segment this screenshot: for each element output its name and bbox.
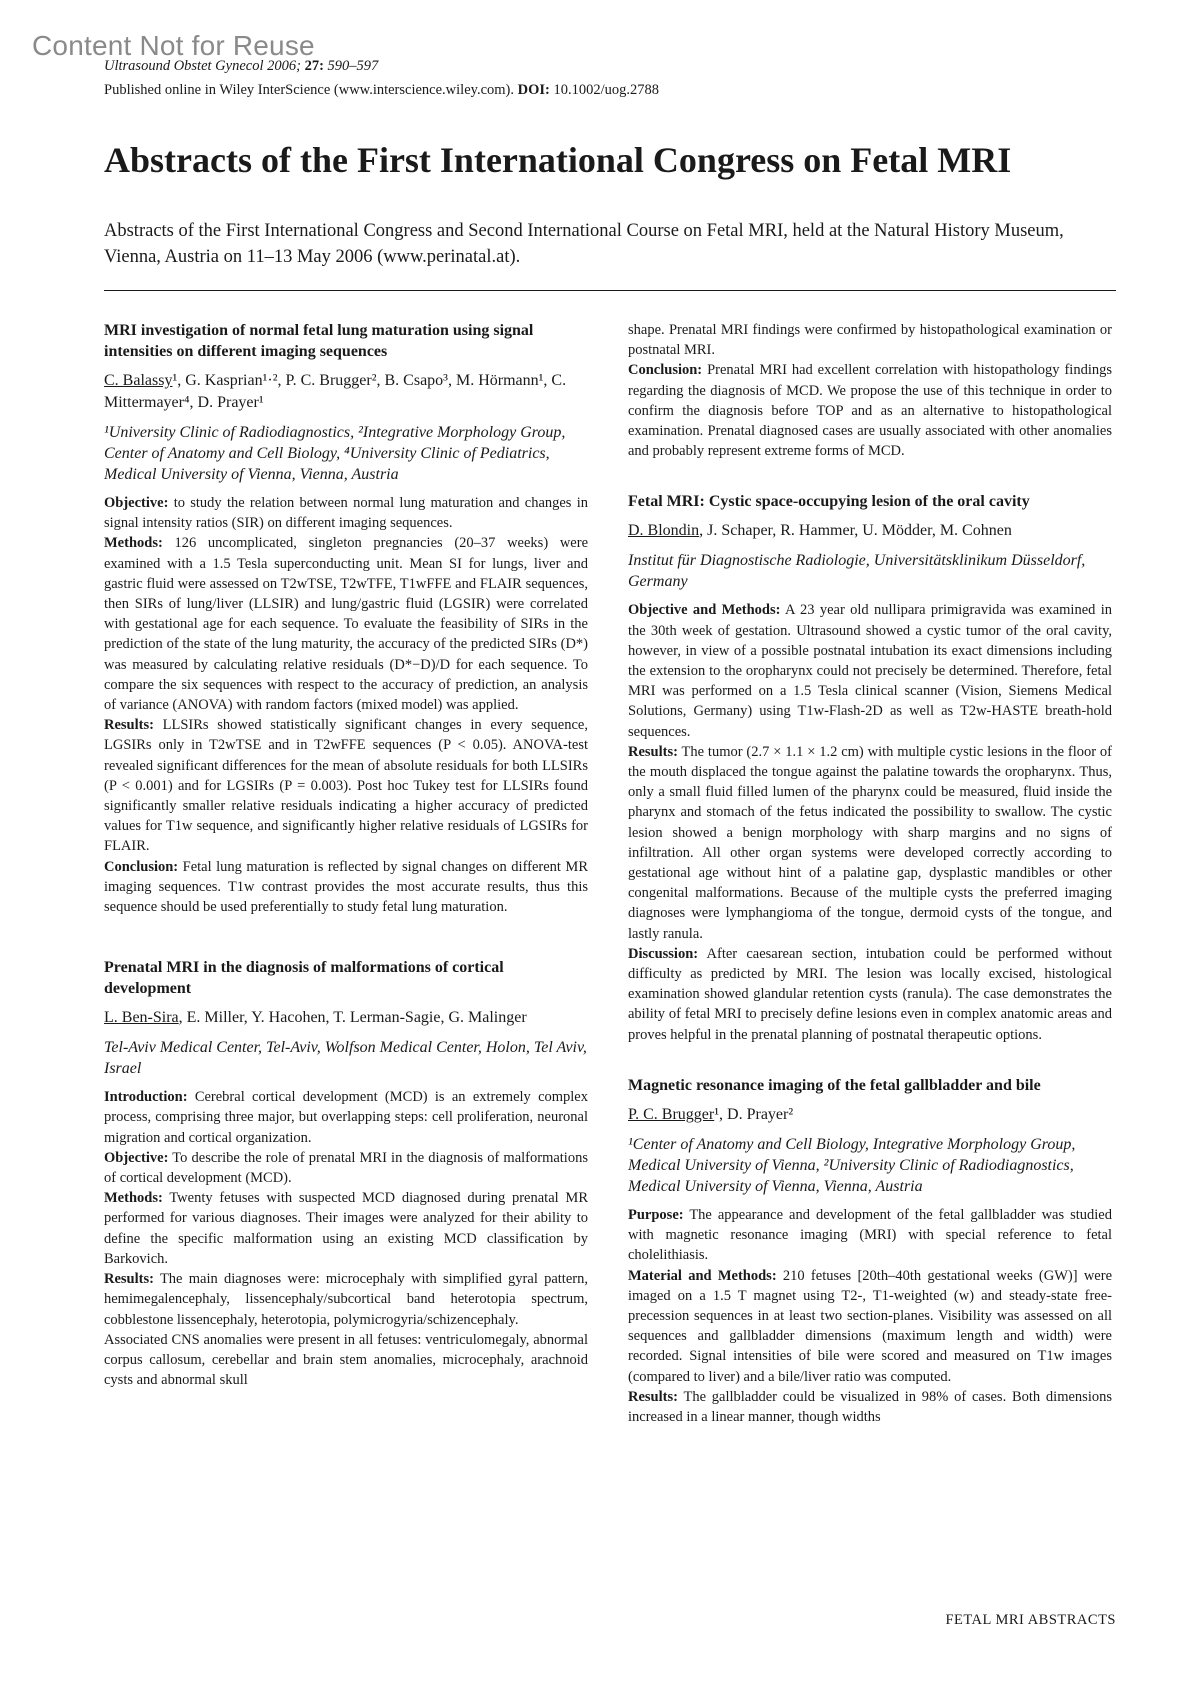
section-conclusion (628, 360, 1112, 461)
section-objective (104, 493, 588, 533)
presenting-author: P. C. Brugger (628, 1105, 715, 1123)
abstract-affiliation: ¹University Clinic of Radiodiagnostics, ²Integrative Morphology Group, Center of Anatomy and Cell Biology, ⁴University Clinic of Pediatrics, Medical University of Vienna, Vienna, Austria (104, 424, 566, 483)
section-text: The main diagnoses were: microcephaly with simplified gyral pattern, hemimegalencephaly, lissencephaly/subcortical band heterotopia spectrum, cobblestone lissencephaly, heterotopia, polymicrogyria/schizencephaly. (104, 1271, 588, 1328)
section-text: Prenatal MRI had excellent correlation with histopathology findings regarding the diagnosis of MCD. We propose the use of this technique in order to confirm the diagnosis before TOP and as an alternative to histopathological examination. Prenatal diagnosed cases are usually associated with other anomalies and probably represent extreme forms of MCD. (628, 362, 1113, 460)
abstract-gallbladder (628, 1075, 1112, 1427)
presenting-author: C. Balassy (104, 372, 173, 389)
publication-line (104, 80, 659, 100)
section-text: 210 fetuses [20th–40th gestational weeks (GW)] were imaged on a 1.5 T magnet using T2-, T1-weighted (w) and steady-state free-precession sequences in at least two section-planes. Visibility was assessed on all sequences and gallbladder dimensions (maximum length and width) were recorded. Signal intensities of bile were scored and measured on T1w images (compared to liver) and a bile/liver ratio was computed. (628, 1267, 1113, 1385)
section-label: Purpose: (628, 1206, 684, 1223)
presenting-author: L. Ben-Sira (104, 1009, 179, 1027)
abstract-affiliation: Institut für Diagnostische Radiologie, Universitätsklinikum Düsseldorf, Germany (628, 552, 1086, 591)
section-text: Associated CNS anomalies were present in all fetuses: ventriculomegaly, abnormal corpus callosum, cerebellar and brain stem anomalies, microcephaly, arachnoid cysts and abnormal skull (104, 1331, 588, 1389)
running-footer: FETAL MRI ABSTRACTS (945, 1612, 1116, 1628)
abstract-title: Magnetic resonance imaging of the fetal gallbladder and bile (628, 1076, 1041, 1094)
section-results (104, 715, 588, 856)
journal-year: 2006; (267, 58, 301, 74)
section-text: shape. Prenatal MRI findings were confirmed by histopathological examination or postnatal MRI. (628, 322, 1112, 359)
section-conclusion (104, 857, 588, 918)
section-label: Introduction: (104, 1089, 188, 1106)
abstract-cortical-development (104, 957, 588, 1390)
section-introduction (104, 1087, 588, 1148)
section-text: The tumor (2.7 × 1.1 × 1.2 cm) with multiple cystic lesions in the floor of the mouth displaced the tongue against the palatine towards the oropharynx. Thus, only a small fluid filled lumen of the pharynx could be measured, fluid inside the pharynx and stomach of the fetus indicated the possibility to swallow. The cystic lesion showed a benign morphology with sharp margins and no signs of infiltration. All other organ systems were developed correctly according to gestational age without hint of a palatine gap, dysplastic mandibles or other congenital malformations. Because of the multiple cysts the preferred imaging diagnoses were lymphangioma of the tongue, dermoid cysts of the tongue, and lastly ranula. (628, 743, 1112, 942)
abstract-lung-maturation (104, 320, 588, 917)
section-discussion (628, 944, 1112, 1045)
abstract-affiliation: Tel-Aviv Medical Center, Tel-Aviv, Wolfson Medical Center, Holon, Tel Aviv, Israel (104, 1039, 587, 1078)
abstract-oral-cavity-lesion (628, 491, 1112, 1044)
watermark: Content Not for Reuse (32, 30, 315, 61)
section-objective (104, 1148, 588, 1188)
section-methods (104, 533, 588, 715)
section-associated-anomalies (104, 1330, 588, 1391)
section-text: Fetal lung maturation is reflected by signal changes on different MR imaging sequences. T1w contrast provides the most accurate results, thus this sequence should be used preferentially to study fetal lung maturation. (104, 858, 588, 916)
section-text: Twenty fetuses with suspected MCD diagnosed during prenatal MR performed for various diagnoses. Their images were analyzed for their ability to define the specific malformation using an existing MCD classification by Barkovich. (104, 1190, 588, 1267)
header-divider (104, 290, 1116, 291)
section-results (628, 742, 1112, 944)
section-text: 126 uncomplicated, singleton pregnancies (20–37 weeks) were examined with a 1.5 Tesla superconducting unit. Mean SI for lungs, liver and gastric fluid were assessed on T2wTSE, T2wTFE, T1wFFE and FLAIR sequences, then SIRs of lung/liver (LLSIR) and lung/gastric fluid (LGSIR) were correlated with gestational age for each sequence. To evaluate the feasibility of SIRs in the prediction of the state of the lung maturity, the accuracy of the predicted SIRs (D*) was measured by calculating relative residuals (D*−D)/D for each sequence. To compare the six sequences with respect to the accuracy of prediction, an analysis of variance (ANOVA) with random factors (mixed model) was applied. (104, 535, 588, 714)
section-text: After caesarean section, intubation could be performed without difficulty as predicted by MRI. The lesion was locally excised, histological examination showed glandular retention cysts (ranula). The case demonstrates the ability of fetal MRI to precisely define lesions even in complex anatomic areas and proves helpful in the prenatal planning of postnatal therapeutic options. (628, 945, 1112, 1043)
doi-value: 10.1002/uog.2788 (553, 82, 660, 98)
section-text: The gallbladder could be visualized in 98% of cases. Both dimensions increased in a linear manner, though widths (628, 1388, 1112, 1425)
continuation-text (628, 320, 1112, 360)
abstract-spacer (104, 917, 588, 957)
section-material-methods (628, 1266, 1112, 1387)
journal-pages: 590–597 (327, 58, 379, 74)
section-text: LLSIRs showed statistically significant changes in every sequence, LGSIRs only in T2wTSE and in T2wFFE sequences (P < 0.05). ANOVA-test revealed significant differences for the mean of absolute residuals for both LLSIRs (P < 0.001) and for LGSIRs (P = 0.003). Post hoc Tukey test for LLSIRs found significantly smaller relative residuals indicating a higher accuracy of predicted values for T1w sequence, and significantly higher relative residuals of LGSIRs for FLAIR. (104, 717, 588, 855)
section-label: Results: (104, 1271, 154, 1288)
presenting-author: D. Blondin (628, 522, 700, 540)
section-label: Material and Methods: (628, 1267, 777, 1284)
section-label: Results: (628, 743, 678, 760)
section-label: Objective: (104, 1149, 169, 1166)
section-label: Methods: (104, 535, 163, 552)
section-label: Objective and Methods: (628, 602, 781, 619)
right-column (628, 320, 1112, 1427)
section-text: The appearance and development of the fetal gallbladder was studied with magnetic resonance imaging (MRI) with special reference to fetal cholelithiasis. (628, 1206, 1112, 1264)
section-label: Discussion: (628, 945, 699, 962)
journal-volume: 27: (304, 58, 324, 74)
page-title: Abstracts of the First International Congress on Fetal MRI (104, 140, 1012, 180)
abstract-authors (628, 1104, 1112, 1126)
section-label: Conclusion: (628, 362, 703, 379)
section-objective-methods (628, 600, 1112, 741)
section-label: Methods: (104, 1190, 163, 1207)
abstract-authors (104, 1007, 588, 1029)
abstract-authors (628, 520, 1112, 542)
section-results (628, 1387, 1112, 1427)
co-authors: ¹, D. Prayer² (714, 1105, 794, 1123)
doi-label: DOI: (517, 82, 550, 98)
section-text: A 23 year old nullipara primigravida was examined in the 30th week of gestation. Ultrasound showed a cystic tumor of the oral cavity, however, in view of a possible postnatal intubation its exact dimensions including the extension to the oropharynx could not precisely be determined. Therefore, fetal MRI was performed on a 1.5 Tesla clinical scanner (Vision, Siemens Medical Solutions, Germany) using T1w-Flash-2D as well as T2w-HASTE breath-hold sequences. (628, 602, 1112, 740)
section-label: Results: (104, 717, 154, 734)
co-authors: ¹, G. Kasprian¹·², P. C. Brugger², B. Csapo³, M. Hörmann¹, C. Mittermayer⁴, D. Prayer¹ (104, 372, 567, 411)
abstract-title: MRI investigation of normal fetal lung maturation using signal intensities on different imaging sequences (104, 322, 534, 360)
abstract-title: Fetal MRI: Cystic space-occupying lesion of the oral cavity (628, 493, 1030, 511)
abstract-affiliation: ¹Center of Anatomy and Cell Biology, Integrative Morphology Group, Medical University of Vienna, ²University Clinic of Radiodiagnostics, Medical University of Vienna, Vienna, Austria (628, 1135, 1076, 1195)
journal-citation (104, 56, 378, 76)
section-purpose (628, 1205, 1112, 1266)
section-label: Conclusion: (104, 858, 179, 875)
journal-name: Ultrasound Obstet Gynecol (104, 58, 264, 74)
section-text: to study the relation between normal lung maturation and changes in signal intensity ratios (SIR) on different imaging sequences. (104, 495, 589, 532)
section-label: Results: (628, 1388, 678, 1405)
section-label: Objective: (104, 495, 169, 511)
section-text: Cerebral cortical development (MCD) is an extremely complex process, comprising three major, but overlapping steps: cell proliferation, neuronal migration and cortical organization. (104, 1089, 588, 1146)
abstract-spacer (628, 1045, 1112, 1075)
section-methods (104, 1188, 588, 1269)
left-column (104, 320, 588, 1390)
abstract-title: Prenatal MRI in the diagnosis of malformations of cortical development (104, 959, 504, 998)
co-authors: , E. Miller, Y. Hacohen, T. Lerman-Sagie, G. Malinger (178, 1009, 527, 1027)
section-results (104, 1269, 588, 1330)
published-online: Published online in Wiley InterScience (www.interscience.wiley.com). (104, 82, 514, 98)
co-authors: , J. Schaper, R. Hammer, U. Mödder, M. Cohnen (699, 522, 1012, 540)
section-text: To describe the role of prenatal MRI in the diagnosis of malformations of cortical development (MCD). (104, 1149, 588, 1187)
abstract-spacer (628, 461, 1112, 491)
abstract-authors (104, 370, 588, 414)
intro-paragraph: Abstracts of the First International Congress and Second International Course on Fetal MRI, held at the Natural History Museum, Vienna, Austria on 11–13 May 2006 (www.perinatal.at). (104, 221, 1064, 267)
